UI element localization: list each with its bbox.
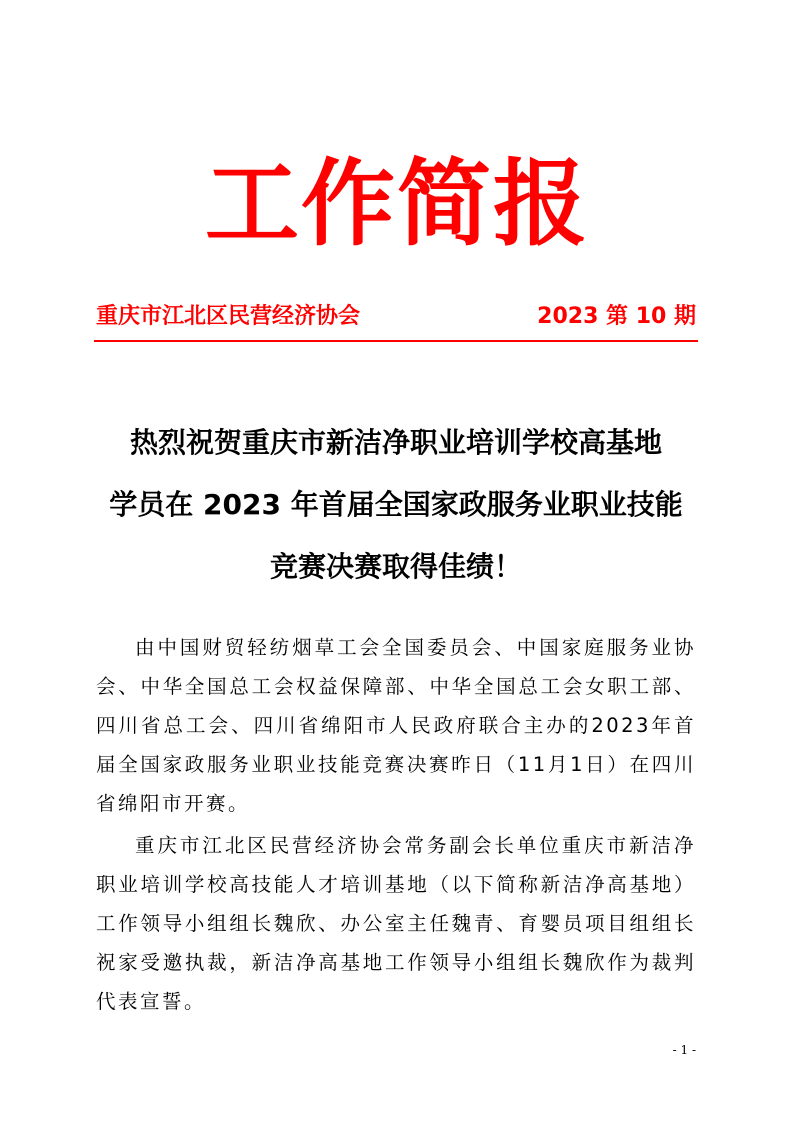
article-body: [96, 628, 696, 1024]
page-number: - 1 -: [672, 1043, 696, 1057]
issue-number: 2023 第 10 期: [537, 304, 696, 329]
headline-line-2: 学员在 2023 年首届全国家政服务业职业技能: [109, 488, 683, 521]
body-paragraph-1: 由中国财贸轻纺烟草工会全国委员会、中国家庭服务业协会、中华全国总工会权益保障部、中华全国总工会女职工部、四川省总工会、四川省绵阳市人民政府联合主办的2023年首届全国家政服务业职业技能竞赛决赛昨日（11月1日）在四川省绵阳市开赛。: [96, 636, 696, 815]
body-paragraph-2: 重庆市江北区民营经济协会常务副会长单位重庆市新洁净职业培训学校高技能人才培训基地（以下简称新洁净高基地）工作领导小组组长魏欣、办公室主任魏青、育婴员项目组组长祝家受邀执裁，新洁净高基地工作领导小组组长魏欣作为裁判代表宣誓。: [96, 834, 696, 1013]
headline-line-3: 竞赛决赛取得佳绩！: [269, 550, 522, 583]
headline-line-1: 热烈祝贺重庆市新洁净职业培训学校高基地: [129, 426, 662, 459]
header-divider: [94, 340, 698, 342]
masthead-title: 工作简报: [204, 150, 589, 259]
article-headline: [94, 412, 698, 598]
issuing-organization: 重庆市江北区民营经济协会: [96, 304, 361, 329]
